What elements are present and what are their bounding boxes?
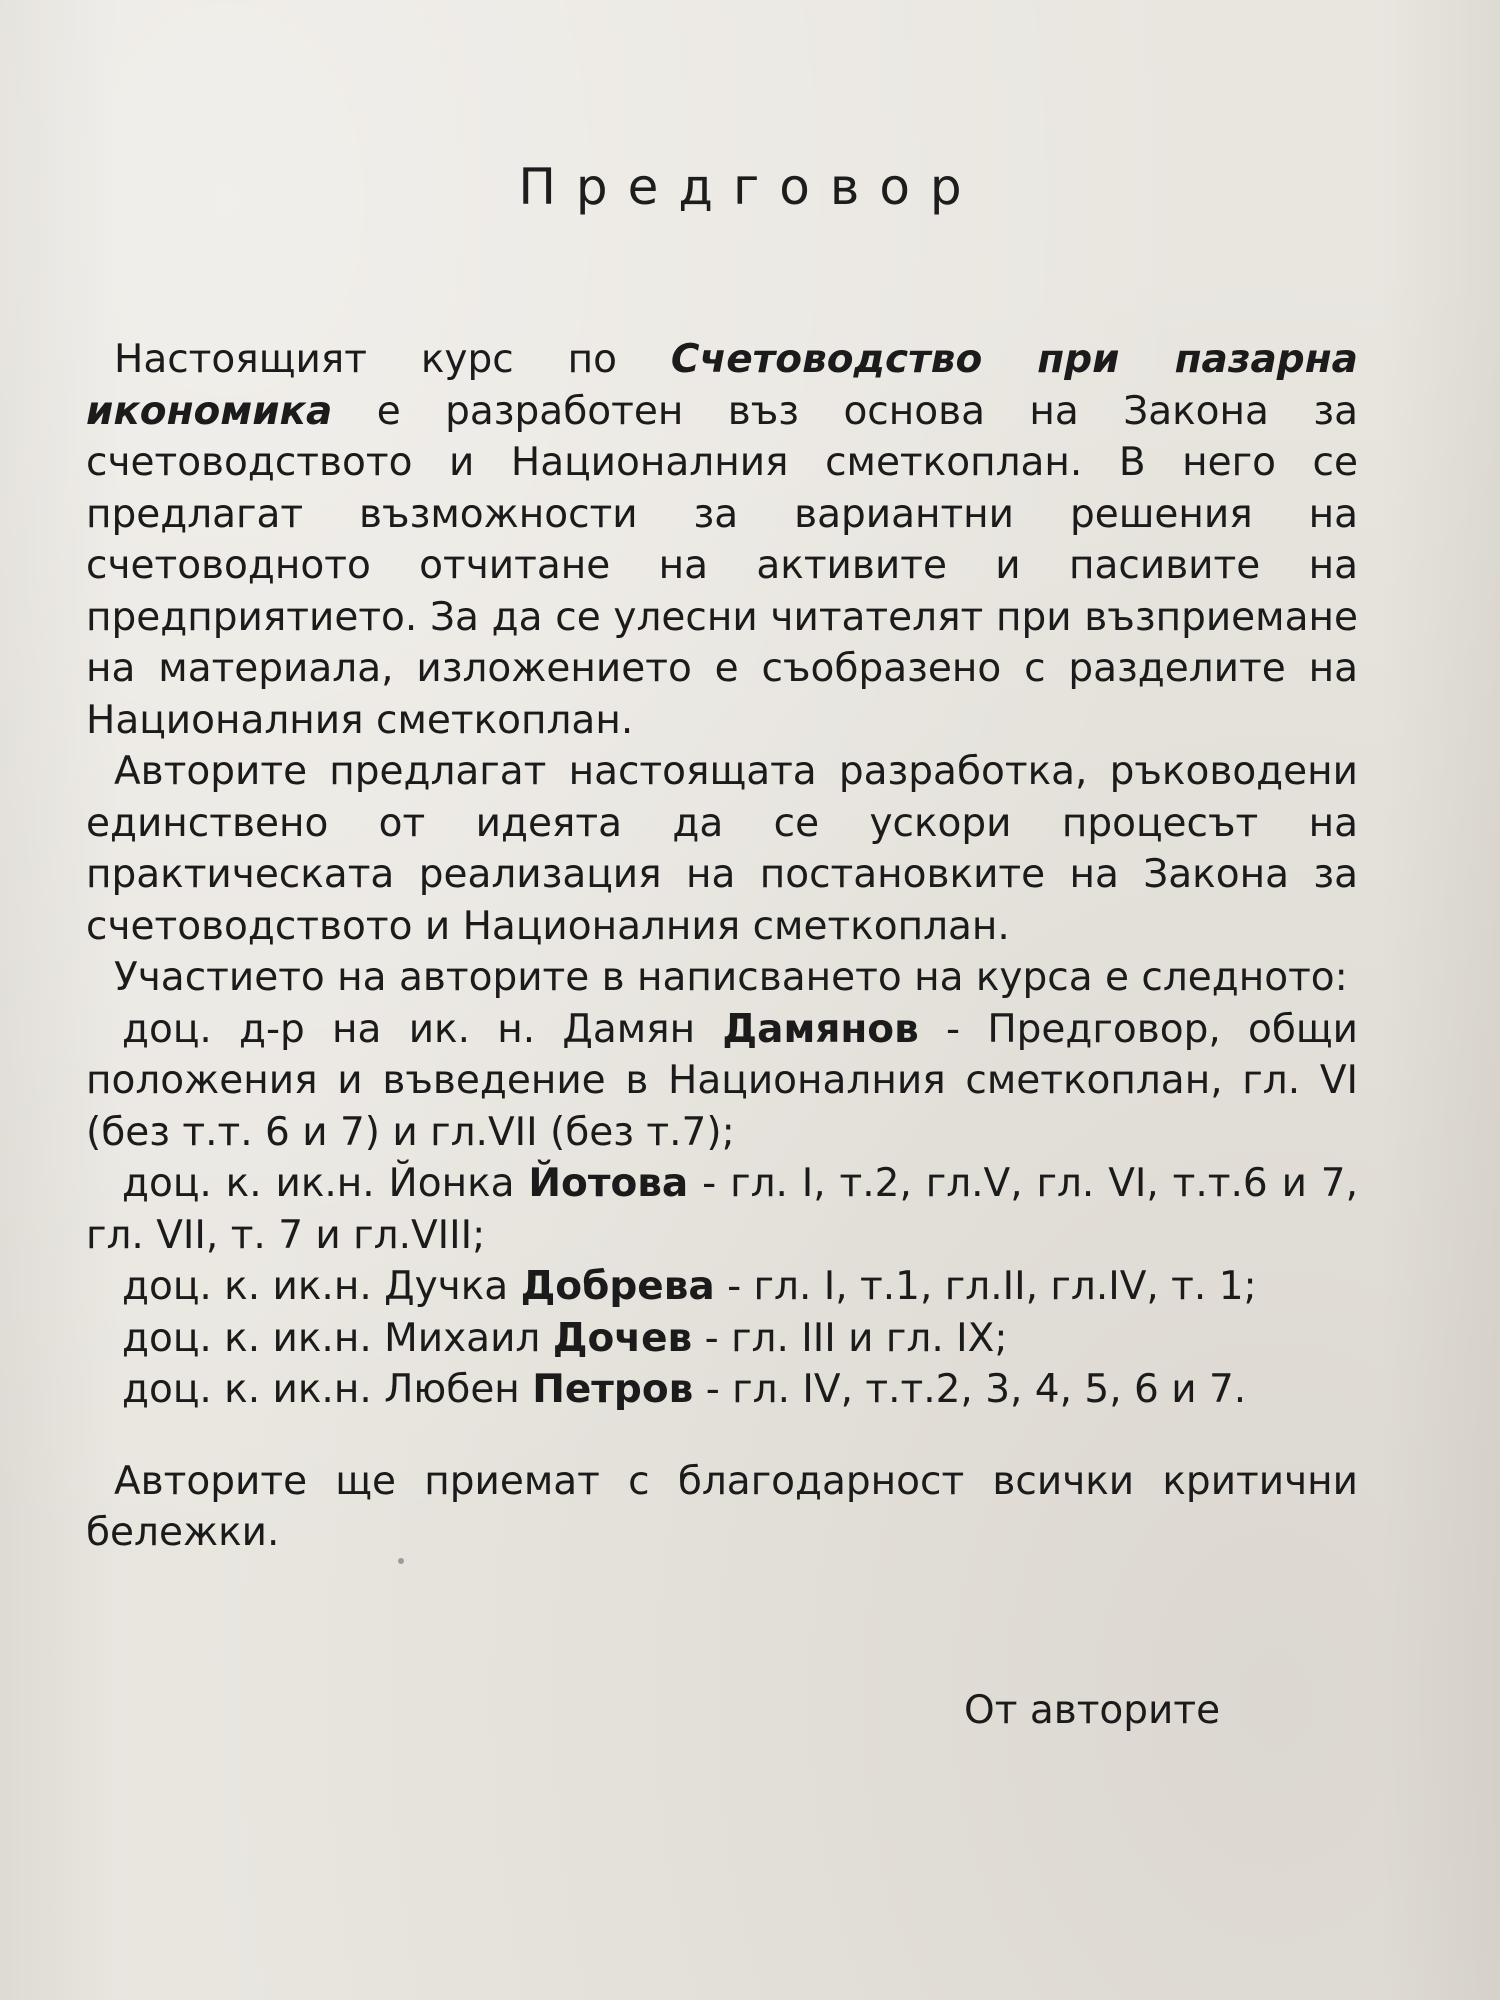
author-surname: Дамянов	[722, 1006, 919, 1052]
author-title-name: доц. д-р на ик. н. Дамян	[122, 1006, 723, 1052]
author-chapters: - гл. III и гл. IX;	[692, 1315, 1008, 1361]
signature: От авторите	[964, 1688, 1221, 1733]
author-entry	[86, 1313, 1358, 1365]
author-chapters: - гл. I, т.1, гл.II, гл.IV, т. 1;	[714, 1264, 1257, 1309]
author-entry	[86, 1004, 1358, 1159]
author-surname: Дочев	[552, 1315, 693, 1361]
author-surname: Петров	[532, 1367, 694, 1412]
intro-paragraph	[86, 334, 1358, 746]
author-entry	[86, 1364, 1358, 1416]
paper-speck	[398, 1558, 404, 1564]
author-chapters: - гл. I, т.2, гл.V, гл. VI, т.т.6 и 7, гл. VII, т. 7 и гл.VIII;	[86, 1161, 1359, 1258]
author-chapters: - гл. IV, т.т.2, 3, 4, 5, 6 и 7.	[693, 1367, 1247, 1412]
author-chapters: - Предговор, общи положения и въведение в Националния сметкоплан, гл. VI (без т.т. 6 и 7) и гл.VII (без т.7);	[86, 1006, 1358, 1155]
closing-paragraph: Авторите ще приемат с благодарност всички критични бележки.	[86, 1458, 1358, 1555]
purpose-paragraph: Авторите предлагат настоящата разработка, ръководени единствено от идеята да се ускори процесът на практическата реализация на постановките на Закона за счетоводството и Националния сметкоплан.	[86, 749, 1358, 949]
author-title-name: доц. к. ик.н. Дучка	[122, 1264, 521, 1309]
author-title-name: доц. к. ик.н. Йонка	[122, 1161, 529, 1206]
preface-body	[86, 334, 1358, 1559]
author-surname: Йотова	[528, 1161, 689, 1206]
intro-rest: е разработен въз основа на Закона за счетоводството и Националния сметкоплан. В него се предлагат възможности за вариантни решения на счетоводното отчитане на активите и пасивите на предприятието. За да се улесни читателят при възприемане на материала, изложението е съобразено с разделите на Националния сметкоплан.	[86, 388, 1358, 743]
author-entry	[86, 1261, 1358, 1313]
author-title-name: доц. к. ик.н. Любен	[122, 1367, 533, 1412]
intro-lead: Настоящият курс по	[114, 337, 671, 382]
page-title: Предговор	[518, 158, 982, 216]
spacer	[86, 1416, 1358, 1456]
author-entry	[86, 1158, 1358, 1261]
course-name: Счетоводство при пазарна икономика	[86, 337, 1358, 434]
participation-intro: Участието на авторите в написването на курса е следното:	[114, 955, 1348, 1000]
author-title-name: доц. к. ик.н. Михаил	[122, 1315, 553, 1361]
author-surname: Добрева	[520, 1264, 715, 1309]
author-list	[86, 1004, 1358, 1416]
